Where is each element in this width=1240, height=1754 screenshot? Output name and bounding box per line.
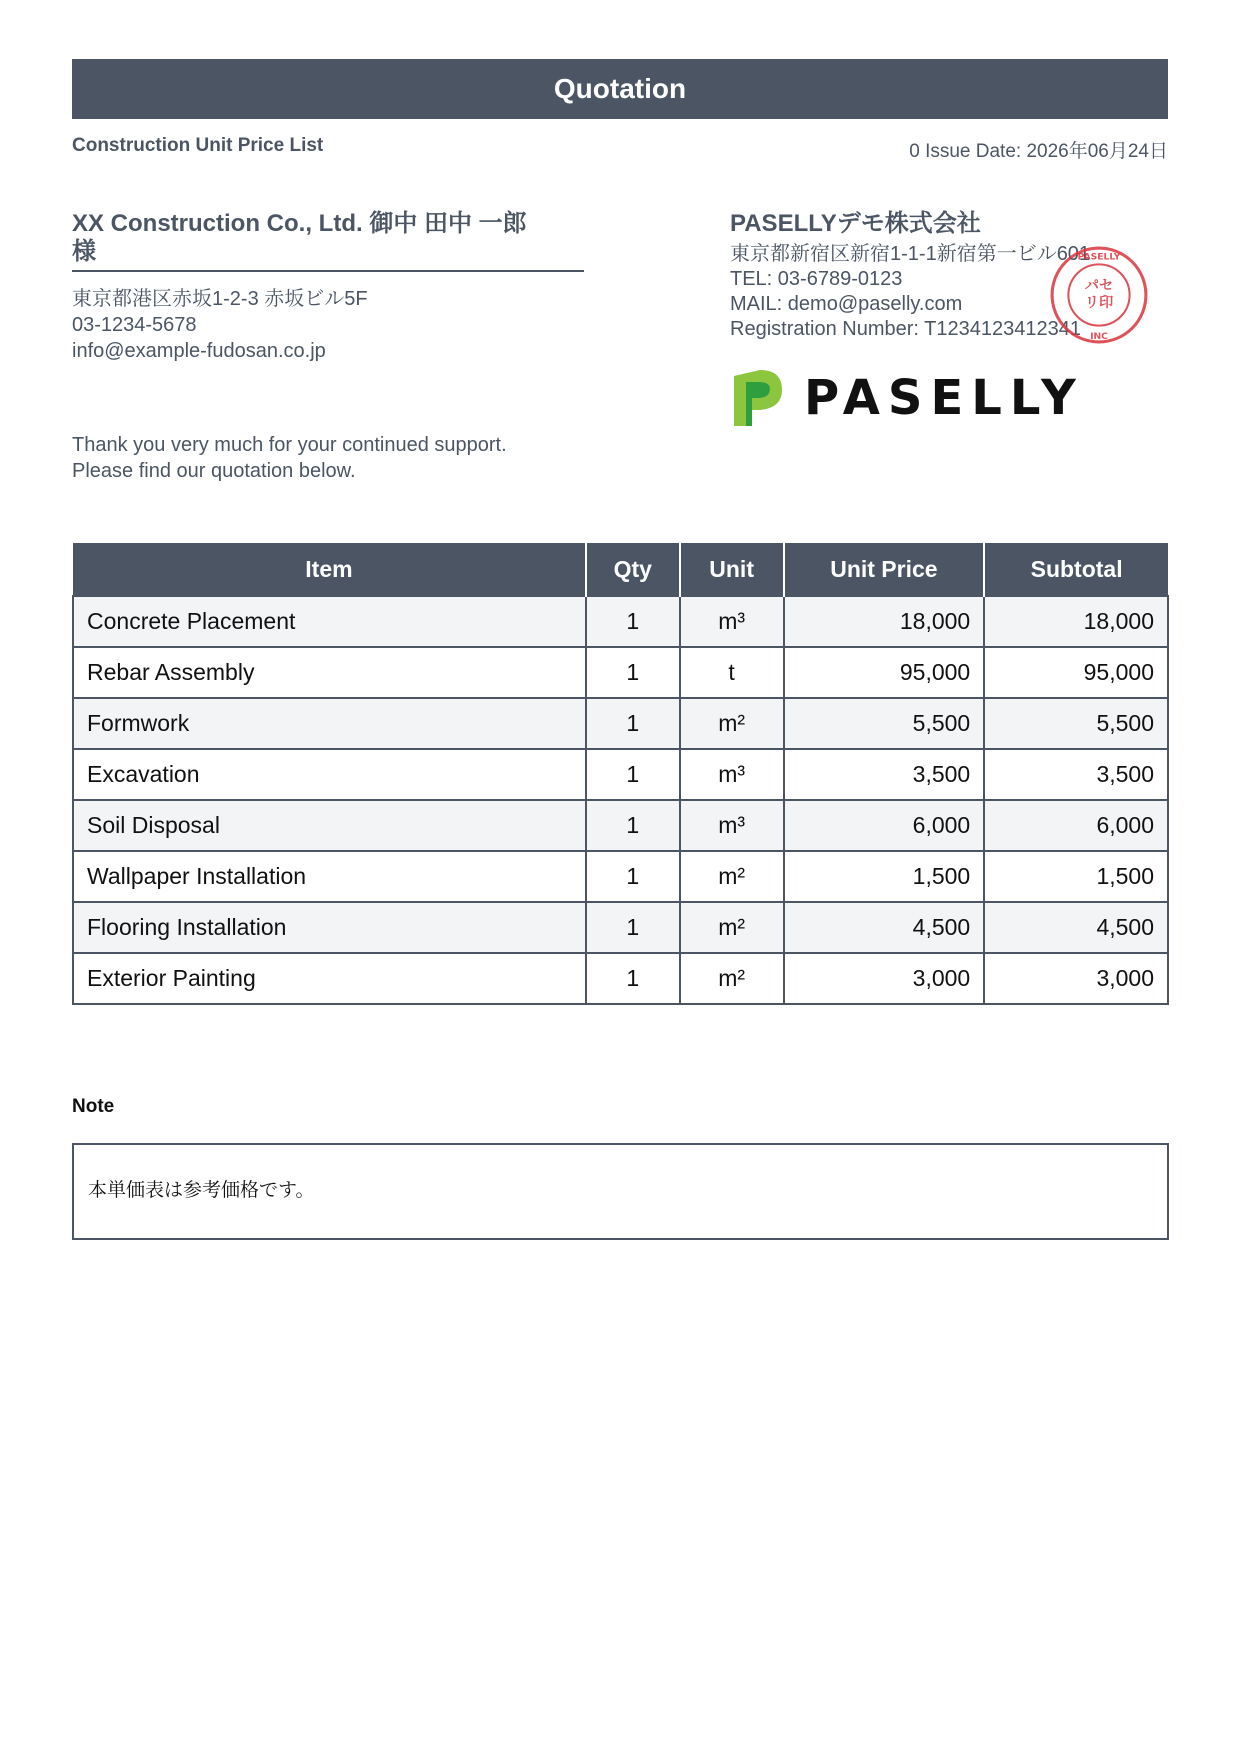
sender-name: PASELLYデモ株式会社	[730, 210, 981, 237]
note-text: 本単価表は参考価格です。	[88, 1180, 315, 1201]
greeting	[72, 432, 507, 484]
client-contact	[72, 286, 584, 364]
sender-address: 東京都新宿区新宿1-1-1新宿第一ビル601	[730, 243, 1091, 265]
table-row	[73, 800, 1168, 851]
cell-subtotal: 6,000	[984, 800, 1168, 851]
col-header-qty: Qty	[586, 543, 680, 596]
client-name	[72, 210, 584, 272]
cell-item: Concrete Placement	[73, 596, 586, 647]
cell-unit-price: 5,500	[784, 698, 985, 749]
cell-unit: m³	[680, 749, 784, 800]
svg-text:PASELLY: PASELLY	[1077, 251, 1121, 263]
cell-unit: m²	[680, 902, 784, 953]
svg-text:パセ: パセ	[1084, 277, 1114, 294]
company-seal-stamp	[1048, 244, 1150, 346]
table-row	[73, 902, 1168, 953]
sender-mail: MAIL: demo@paselly.com	[730, 293, 963, 315]
cell-item: Flooring Installation	[73, 902, 586, 953]
sender-tel: TEL: 03-6789-0123	[730, 268, 903, 290]
col-header-item: Item	[73, 543, 586, 596]
cell-unit-price: 3,000	[784, 953, 985, 1004]
cell-subtotal: 18,000	[984, 596, 1168, 647]
cell-unit-price: 18,000	[784, 596, 985, 647]
cell-item: Excavation	[73, 749, 586, 800]
cell-qty: 1	[586, 851, 680, 902]
table-row	[73, 851, 1168, 902]
cell-qty: 1	[586, 647, 680, 698]
cell-subtotal: 5,500	[984, 698, 1168, 749]
cell-unit: m²	[680, 953, 784, 1004]
cell-subtotal: 95,000	[984, 647, 1168, 698]
client-phone: 03-1234-5678	[72, 314, 197, 336]
cell-item: Wallpaper Installation	[73, 851, 586, 902]
cell-unit-price: 4,500	[784, 902, 985, 953]
cell-unit: m²	[680, 851, 784, 902]
cell-subtotal: 3,500	[984, 749, 1168, 800]
col-header-unit-price: Unit Price	[784, 543, 985, 596]
client-name-line1: XX Construction Co., Ltd. 御中 田中 一郎	[72, 210, 527, 237]
cell-qty: 1	[586, 596, 680, 647]
table-header-row	[73, 543, 1168, 596]
document-subtitle: Construction Unit Price List	[72, 135, 324, 156]
greeting-line1: Thank you very much for your continued support.	[72, 434, 507, 456]
cell-unit-price: 1,500	[784, 851, 985, 902]
cell-qty: 1	[586, 800, 680, 851]
svg-text:INC: INC	[1090, 330, 1108, 342]
svg-text:リ印: リ印	[1084, 295, 1114, 312]
price-table	[72, 543, 1169, 1005]
paselly-leaf-icon	[730, 368, 786, 428]
document-title: Quotation	[72, 59, 1168, 119]
cell-qty: 1	[586, 698, 680, 749]
table-row	[73, 647, 1168, 698]
cell-unit-price: 95,000	[784, 647, 985, 698]
table-row	[73, 749, 1168, 800]
cell-qty: 1	[586, 902, 680, 953]
table-row	[73, 698, 1168, 749]
cell-subtotal: 1,500	[984, 851, 1168, 902]
cell-subtotal: 4,500	[984, 902, 1168, 953]
cell-item: Exterior Painting	[73, 953, 586, 1004]
company-logo	[730, 368, 1084, 428]
cell-item: Rebar Assembly	[73, 647, 586, 698]
cell-qty: 1	[586, 953, 680, 1004]
col-header-subtotal: Subtotal	[984, 543, 1168, 596]
client-name-line2: 様	[72, 238, 96, 265]
cell-unit-price: 3,500	[784, 749, 985, 800]
cell-subtotal: 3,000	[984, 953, 1168, 1004]
cell-unit: m³	[680, 596, 784, 647]
greeting-line2: Please find our quotation below.	[72, 460, 356, 482]
table-row	[73, 596, 1168, 647]
sender-registration: Registration Number: T1234123412341	[730, 318, 1081, 340]
cell-unit: t	[680, 647, 784, 698]
cell-item: Formwork	[73, 698, 586, 749]
cell-unit: m³	[680, 800, 784, 851]
note-label: Note	[72, 1096, 115, 1117]
note-box	[72, 1143, 1169, 1240]
logo-wordmark: PASELLY	[804, 370, 1084, 426]
col-header-unit: Unit	[680, 543, 784, 596]
client-address: 東京都港区赤坂1-2-3 赤坂ビル5F	[72, 288, 368, 310]
client-email: info@example-fudosan.co.jp	[72, 340, 326, 362]
issue-date: 0 Issue Date: 2026年06月24日	[909, 141, 1168, 162]
cell-qty: 1	[586, 749, 680, 800]
client-block	[72, 210, 584, 364]
cell-item: Soil Disposal	[73, 800, 586, 851]
table-row	[73, 953, 1168, 1004]
cell-unit: m²	[680, 698, 784, 749]
cell-unit-price: 6,000	[784, 800, 985, 851]
